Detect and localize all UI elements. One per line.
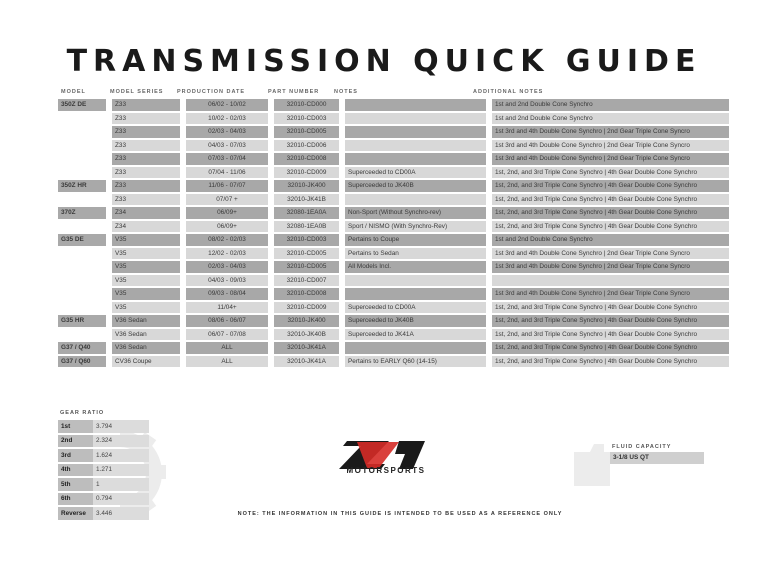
cell-production-date: 07/03 - 07/04 xyxy=(186,153,268,165)
cell-additional-notes: 1st and 2nd Double Cone Synchro xyxy=(492,234,729,246)
gear-ratio-value: 1 xyxy=(93,478,149,491)
gear-label: 1st xyxy=(58,420,93,433)
cell-production-date: 06/02 - 10/02 xyxy=(186,99,268,111)
cell-additional-notes: 1st 3rd and 4th Double Cone Synchro | 2nd Gear Triple Cone Syncro xyxy=(492,126,729,138)
cell-model-series: V35 xyxy=(112,248,180,260)
fluid-capacity-value: 3-1/8 US QT xyxy=(610,452,704,464)
table-row xyxy=(58,153,729,165)
table-row xyxy=(58,113,729,125)
cell-notes: All Models Incl. xyxy=(345,261,486,273)
cell-production-date: 02/03 - 04/03 xyxy=(186,126,268,138)
header-model: MODEL xyxy=(61,89,86,95)
logo-motorsports-text: MOTORSPORTS xyxy=(346,466,426,475)
table-row xyxy=(58,261,729,273)
cell-additional-notes: 1st, 2nd, and 3rd Triple Cone Synchro | 4th Gear Double Cone Synchro xyxy=(492,221,729,233)
cell-notes: Sport / NISMO (With Synchro-Rev) xyxy=(345,221,486,233)
cell-notes: Pertains to EARLY Q60 (14-15) xyxy=(345,356,486,368)
cell-additional-notes: 1st, 2nd, and 3rd Triple Cone Synchro | 4th Gear Double Cone Synchro xyxy=(492,356,729,368)
table-row xyxy=(58,288,729,300)
cell-notes: Pertains to Coupe xyxy=(345,234,486,246)
gear-row xyxy=(58,464,149,477)
cell-model: 370Z xyxy=(58,207,106,219)
cell-additional-notes: 1st 3rd and 4th Double Cone Synchro | 2nd Gear Triple Cone Syncro xyxy=(492,248,729,260)
cell-additional-notes: 1st 3rd and 4th Double Cone Synchro | 2nd Gear Triple Cone Syncro xyxy=(492,153,729,165)
oil-can-icon xyxy=(570,438,612,488)
table-row xyxy=(58,221,729,233)
cell-additional-notes: 1st, 2nd, and 3rd Triple Cone Synchro | 4th Gear Double Cone Synchro xyxy=(492,167,729,179)
gear-row xyxy=(58,493,149,506)
cell-model xyxy=(58,275,106,287)
cell-part-number: 32010-JK40B xyxy=(274,329,339,341)
gear-ratio-value: 0.794 xyxy=(93,493,149,506)
header-part-number: PART NUMBER xyxy=(268,89,320,95)
cell-model xyxy=(58,126,106,138)
cell-model xyxy=(58,153,106,165)
cell-model xyxy=(58,113,106,125)
gear-ratio-value: 3.446 xyxy=(93,507,149,520)
cell-notes: Superceeded to JK40B xyxy=(345,180,486,192)
cell-production-date: ALL xyxy=(186,356,268,368)
cell-notes xyxy=(345,288,486,300)
cell-model-series: V35 xyxy=(112,234,180,246)
cell-production-date: 07/04 - 11/06 xyxy=(186,167,268,179)
cell-notes xyxy=(345,113,486,125)
cell-notes xyxy=(345,99,486,111)
cell-model-series: Z33 xyxy=(112,113,180,125)
cell-production-date: 11/04+ xyxy=(186,302,268,314)
cell-notes xyxy=(345,126,486,138)
cell-notes: Superceeded to CD00A xyxy=(345,302,486,314)
cell-model: 350Z HR xyxy=(58,180,106,192)
table-row xyxy=(58,302,729,314)
cell-part-number: 32010-CD005 xyxy=(274,248,339,260)
cell-model-series: V36 Sedan xyxy=(112,342,180,354)
cell-production-date: 06/07 - 07/08 xyxy=(186,329,268,341)
reference-note: NOTE: THE INFORMATION IN THIS GUIDE IS INTENDED TO BE USED AS A REFERENCE ONLY xyxy=(237,511,563,517)
cell-model-series: Z33 xyxy=(112,180,180,192)
table-row xyxy=(58,180,729,192)
cell-model-series: V35 xyxy=(112,288,180,300)
cell-part-number: 32080-1EA0A xyxy=(274,207,339,219)
cell-model-series: V35 xyxy=(112,261,180,273)
cell-part-number: 32010-CD008 xyxy=(274,288,339,300)
cell-additional-notes: 1st 3rd and 4th Double Cone Synchro | 2nd Gear Triple Cone Syncro xyxy=(492,140,729,152)
gear-label: Reverse xyxy=(58,507,93,520)
table-row xyxy=(58,207,729,219)
cell-production-date: 06/09+ xyxy=(186,221,268,233)
cell-part-number: 32010-JK41B xyxy=(274,194,339,206)
header-additional-notes: ADDITIONAL NOTES xyxy=(473,89,544,95)
cell-model xyxy=(58,140,106,152)
cell-model-series: V35 xyxy=(112,302,180,314)
table-row xyxy=(58,140,729,152)
table-row xyxy=(58,315,729,327)
gear-ratio-value: 1.624 xyxy=(93,449,149,462)
gear-label: 2nd xyxy=(58,435,93,448)
page-title: TRANSMISSION QUICK GUIDE xyxy=(66,44,702,79)
header-notes: NOTES xyxy=(334,89,358,95)
cell-model-series: Z33 xyxy=(112,140,180,152)
cell-additional-notes xyxy=(492,275,729,287)
cell-part-number: 32010-CD000 xyxy=(274,99,339,111)
cell-model-series: Z34 xyxy=(112,221,180,233)
cell-model: G37 / Q60 xyxy=(58,356,106,368)
cell-model: G35 HR xyxy=(58,315,106,327)
cell-additional-notes: 1st, 2nd, and 3rd Triple Cone Synchro | 4th Gear Double Cone Synchro xyxy=(492,194,729,206)
cell-part-number: 32010-CD003 xyxy=(274,234,339,246)
cell-model-series: Z33 xyxy=(112,167,180,179)
table-row xyxy=(58,194,729,206)
cell-model: G37 / Q40 xyxy=(58,342,106,354)
gear-ratio-table xyxy=(58,418,149,522)
cell-model xyxy=(58,248,106,260)
cell-production-date: 06/09+ xyxy=(186,207,268,219)
cell-part-number: 32010-CD006 xyxy=(274,140,339,152)
cell-part-number: 32010-JK41A xyxy=(274,342,339,354)
cell-production-date: ALL xyxy=(186,342,268,354)
cell-part-number: 32010-CD008 xyxy=(274,153,339,165)
gear-label: 6th xyxy=(58,493,93,506)
cell-part-number: 32080-1EA0B xyxy=(274,221,339,233)
cell-production-date: 12/02 - 02/03 xyxy=(186,248,268,260)
cell-additional-notes: 1st, 2nd, and 3rd Triple Cone Synchro | 4th Gear Double Cone Synchro xyxy=(492,315,729,327)
cell-part-number: 32010-CD009 xyxy=(274,302,339,314)
gear-ratio-title: GEAR RATIO xyxy=(60,410,105,416)
cell-production-date: 04/03 - 07/03 xyxy=(186,140,268,152)
cell-production-date: 08/06 - 06/07 xyxy=(186,315,268,327)
cell-model xyxy=(58,288,106,300)
cell-part-number: 32010-JK41A xyxy=(274,356,339,368)
header-model-series: MODEL SERIES xyxy=(110,89,164,95)
table-row xyxy=(58,356,729,368)
cell-part-number: 32010-CD003 xyxy=(274,113,339,125)
cell-model xyxy=(58,221,106,233)
cell-production-date: 02/03 - 04/03 xyxy=(186,261,268,273)
cell-model-series: Z33 xyxy=(112,153,180,165)
cell-part-number: 32010-JK400 xyxy=(274,180,339,192)
cell-model: G35 DE xyxy=(58,234,106,246)
cell-notes: Superceeded to CD00A xyxy=(345,167,486,179)
cell-additional-notes: 1st and 2nd Double Cone Synchro xyxy=(492,99,729,111)
table-row xyxy=(58,126,729,138)
cell-notes: Superceeded to JK40B xyxy=(345,315,486,327)
cell-model xyxy=(58,194,106,206)
cell-notes xyxy=(345,275,486,287)
cell-production-date: 10/02 - 02/03 xyxy=(186,113,268,125)
gear-row xyxy=(58,449,149,462)
cell-model xyxy=(58,329,106,341)
cell-part-number: 32010-JK400 xyxy=(274,315,339,327)
gear-row xyxy=(58,435,149,448)
cell-additional-notes: 1st 3rd and 4th Double Cone Synchro | 2nd Gear Triple Cone Syncro xyxy=(492,261,729,273)
gear-ratio-value: 3.794 xyxy=(93,420,149,433)
fluid-capacity-title: FLUID CAPACITY xyxy=(612,444,672,450)
cell-notes xyxy=(345,342,486,354)
gear-label: 5th xyxy=(58,478,93,491)
cell-notes xyxy=(345,194,486,206)
table-row xyxy=(58,342,729,354)
cell-additional-notes: 1st, 2nd, and 3rd Triple Cone Synchro | 4th Gear Double Cone Synchro xyxy=(492,342,729,354)
cell-additional-notes: 1st, 2nd, and 3rd Triple Cone Synchro | 4th Gear Double Cone Synchro xyxy=(492,207,729,219)
cell-production-date: 09/03 - 08/04 xyxy=(186,288,268,300)
cell-part-number: 32010-CD009 xyxy=(274,167,339,179)
cell-additional-notes: 1st, 2nd, and 3rd Triple Cone Synchro | 4th Gear Double Cone Synchro xyxy=(492,302,729,314)
cell-part-number: 32010-CD007 xyxy=(274,275,339,287)
cell-model-series: CV36 Coupe xyxy=(112,356,180,368)
cell-notes: Pertains to Sedan xyxy=(345,248,486,260)
cell-additional-notes: 1st and 2nd Double Cone Synchro xyxy=(492,113,729,125)
cell-notes: Non-Sport (Without Synchro-rev) xyxy=(345,207,486,219)
cell-model xyxy=(58,167,106,179)
table-row xyxy=(58,329,729,341)
cell-model-series: V36 Sedan xyxy=(112,329,180,341)
cell-model-series: V35 xyxy=(112,275,180,287)
cell-model-series: Z33 xyxy=(112,194,180,206)
cell-model-series: Z33 xyxy=(112,99,180,111)
cell-model-series: Z34 xyxy=(112,207,180,219)
gear-row xyxy=(58,420,149,433)
table-row xyxy=(58,167,729,179)
cell-notes xyxy=(345,153,486,165)
cell-production-date: 11/06 - 07/07 xyxy=(186,180,268,192)
cell-additional-notes: 1st, 2nd, and 3rd Triple Cone Synchro | 4th Gear Double Cone Synchro xyxy=(492,180,729,192)
cell-notes xyxy=(345,140,486,152)
cell-additional-notes: 1st, 2nd, and 3rd Triple Cone Synchro | 4th Gear Double Cone Synchro xyxy=(492,329,729,341)
cell-part-number: 32010-CD005 xyxy=(274,126,339,138)
gear-label: 3rd xyxy=(58,449,93,462)
table-row xyxy=(58,234,729,246)
cell-production-date: 08/02 - 02/03 xyxy=(186,234,268,246)
table-row xyxy=(58,99,729,111)
cell-model-series: Z33 xyxy=(112,126,180,138)
cell-model: 350Z DE xyxy=(58,99,106,111)
cell-notes: Superceeded to JK41A xyxy=(345,329,486,341)
transmission-table xyxy=(58,97,729,369)
gear-row xyxy=(58,478,149,491)
gear-ratio-value: 1.271 xyxy=(93,464,149,477)
gear-label: 4th xyxy=(58,464,93,477)
table-row xyxy=(58,275,729,287)
cell-model-series: V36 Sedan xyxy=(112,315,180,327)
header-production-date: PRODUCTION DATE xyxy=(177,89,246,95)
cell-model xyxy=(58,261,106,273)
cell-production-date: 04/03 - 09/03 xyxy=(186,275,268,287)
cell-model xyxy=(58,302,106,314)
table-row xyxy=(58,248,729,260)
cell-additional-notes: 1st 3rd and 4th Double Cone Synchro | 2nd Gear Triple Cone Syncro xyxy=(492,288,729,300)
gear-ratio-value: 2.324 xyxy=(93,435,149,448)
cell-part-number: 32010-CD005 xyxy=(274,261,339,273)
cell-production-date: 07/07 + xyxy=(186,194,268,206)
